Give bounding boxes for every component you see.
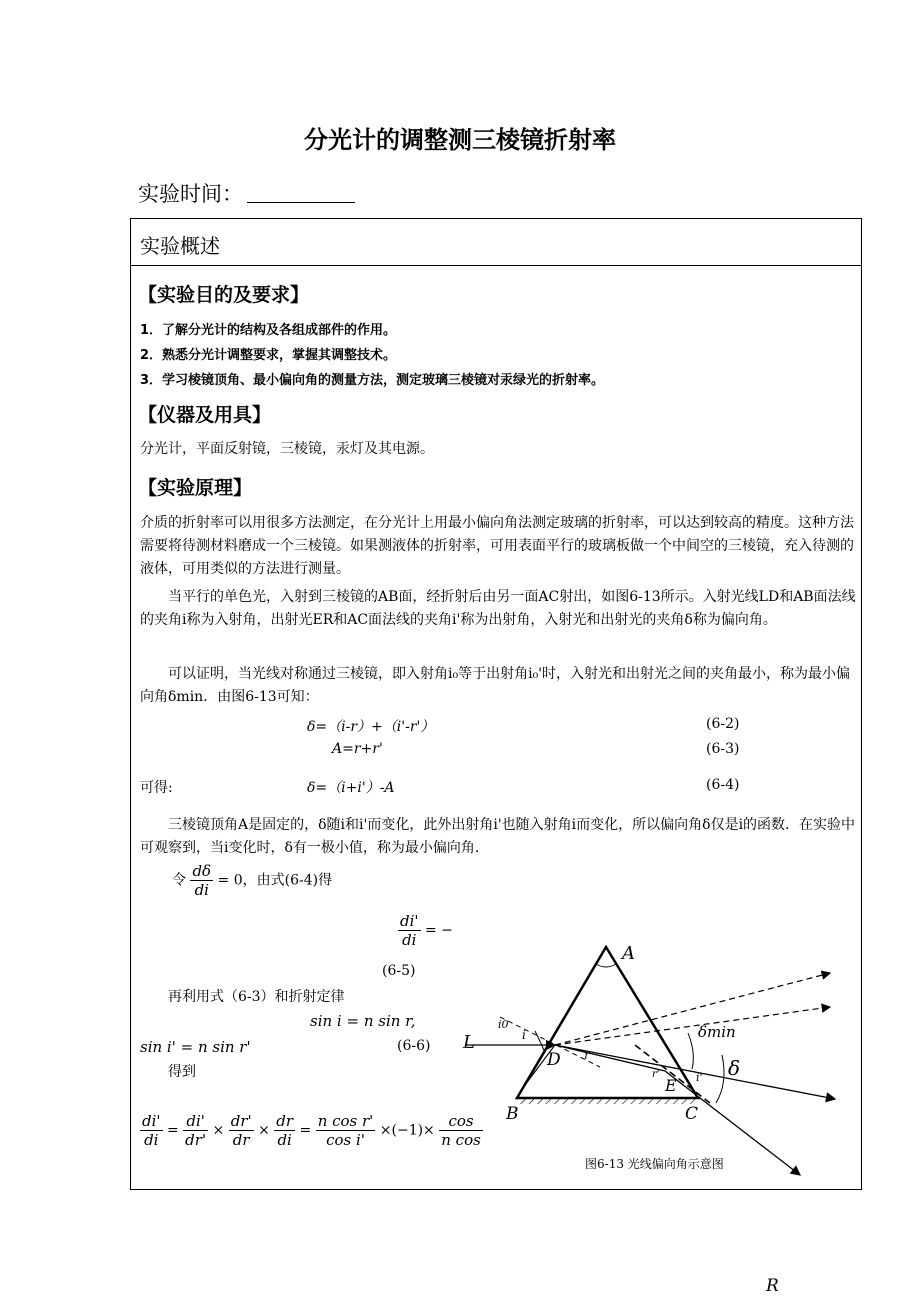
refracted-ray-de xyxy=(555,1045,665,1071)
label-r: R xyxy=(766,1276,779,1296)
chain-frac-5 xyxy=(316,1112,376,1149)
label-r-prime: r' xyxy=(652,1069,660,1080)
di-prime-di-fraction xyxy=(398,912,421,949)
tools-text: 分光计，平面反射镜，三棱镜，汞灯及其电源。 xyxy=(140,441,434,457)
label-a: A xyxy=(622,943,635,964)
reuse-text: 再利用式（6-3）和折射定律 xyxy=(168,989,345,1005)
equation-6-4-prefix: 可得: xyxy=(140,780,173,796)
label-r-angle: r xyxy=(584,1048,590,1062)
chain-num: di' xyxy=(142,1112,161,1130)
fraction-numerator: di' xyxy=(400,912,419,930)
chain-den: n cos xyxy=(441,1131,481,1149)
chain-num: dr' xyxy=(230,1112,252,1130)
fraction-numerator: dδ xyxy=(192,862,212,880)
fraction-denominator: di xyxy=(194,881,209,899)
section-aim-heading: 【实验目的及要求】 xyxy=(138,284,310,306)
aim-item-3: 3．学习棱镜顶角、最小偏向角的测量方法，测定玻璃三棱镜对汞绿光的折射率。 xyxy=(140,373,605,388)
chain-op: ×(−1)× xyxy=(379,1122,435,1139)
chain-op: = xyxy=(166,1122,179,1139)
fraction-denominator: di xyxy=(402,931,417,949)
chain-frac-4 xyxy=(274,1112,295,1149)
section-tools-heading: 【仪器及用具】 xyxy=(138,404,272,426)
delta-arc xyxy=(716,1055,724,1103)
time-label: 实验时间： xyxy=(138,182,243,206)
prism-base-hatch xyxy=(517,1098,698,1104)
time-blank-line xyxy=(247,202,355,203)
chain-op: = xyxy=(299,1122,312,1139)
label-c: C xyxy=(685,1104,699,1124)
chain-den: dr' xyxy=(185,1131,207,1149)
chain-frac-3 xyxy=(229,1112,254,1149)
derivative-chain xyxy=(140,1112,481,1149)
equation-6-4: δ=（i+i'）-A xyxy=(307,780,395,796)
overview-heading: 实验概述 xyxy=(140,234,220,258)
angle-i-arc xyxy=(535,1031,545,1053)
equation-6-4-number: (6-4) xyxy=(706,777,740,793)
label-l: L xyxy=(463,1032,475,1053)
chain-den: di xyxy=(277,1131,292,1149)
aim-item-2: 2．熟悉分光计调整要求，掌握其调整技术。 xyxy=(140,348,397,363)
chain-den: dr xyxy=(232,1131,250,1149)
label-b: B xyxy=(506,1104,519,1124)
d-delta-di-fraction xyxy=(190,862,213,899)
label-i-prime: i' xyxy=(696,1071,703,1084)
label-d: D xyxy=(547,1050,561,1070)
equals-zero: = 0 xyxy=(217,872,243,889)
chain-den: di xyxy=(144,1131,159,1149)
let-equation xyxy=(172,862,332,899)
got-text: 得到 xyxy=(168,1064,196,1080)
label-e: E xyxy=(665,1076,677,1095)
label-i0: i0 xyxy=(498,1018,509,1031)
equation-6-3-number: (6-3) xyxy=(706,741,740,757)
di-prime-equation xyxy=(398,912,453,949)
equation-6-5-number: (6-5) xyxy=(382,963,416,979)
principle-para-4: 三棱镜顶角A是固定的，δ随i和i'而变化，此外出射角i'也随入射角i而变化，所以偏向角δ仅是i的函数．在实验中可观察到，当i变化时，δ有一极小值，称为最小偏向角． xyxy=(140,817,856,856)
chain-num: di' xyxy=(183,1112,208,1131)
principle-para-1: 介质的折射率可以用很多方法测定，在分光计上用最小偏向角法测定玻璃的折射率，可以达到较高的精度。这种方法需要将待测材料磨成一个三棱镜。如果测液体的折射率，可用表面平行的玻璃板做一个中间空的三棱镜，充入待测的液体，可用类似的方法进行测量。 xyxy=(140,515,854,577)
chain-op: × xyxy=(212,1122,225,1139)
principle-para-2: 当平行的单色光，入射到三棱镜的AB面，经折射后由另一面AC射出，如图6-13所示。入射光线LD和AB面法线的夹角i称为入射角，出射光ER和AC面法线的夹角i'称为出射角，入射光和出射光的夹角δ称为偏向角。 xyxy=(140,589,856,628)
chain-num: cos xyxy=(439,1112,483,1131)
section-principle-heading: 【实验原理】 xyxy=(138,477,253,499)
label-delta-min: δmin xyxy=(698,1023,736,1041)
equation-6-2-number: (6-2) xyxy=(706,716,740,732)
let-word: 令 xyxy=(172,872,186,889)
chain-frac-2 xyxy=(183,1112,208,1149)
snell-law-1: sin i = n sin r, xyxy=(310,1012,416,1030)
aim-item-1: 1．了解分光计的结构及各组成部件的作用。 xyxy=(140,323,397,338)
chain-num: n cos r' xyxy=(317,1112,374,1130)
chain-den: cos i' xyxy=(326,1131,365,1149)
snell-law-2: sin i' = n sin r' xyxy=(140,1038,251,1056)
delta-min-arc xyxy=(688,1033,693,1069)
undeviated-extension-1 xyxy=(555,973,830,1045)
page-title: 分光计的调整测三棱镜折射率 xyxy=(304,126,616,154)
undeviated-extension-2 xyxy=(555,1007,830,1045)
chain-op: × xyxy=(258,1122,270,1139)
label-delta: δ xyxy=(728,1056,741,1080)
equation-6-2: δ=（i-r）+（i'-r'） xyxy=(307,719,435,735)
prism-deviation-diagram xyxy=(460,935,860,1295)
equation-6-6-number: (6-6) xyxy=(397,1038,431,1054)
label-i: i xyxy=(522,1028,526,1042)
equation-6-3: A=r+r' xyxy=(332,741,383,757)
figure-caption: 图6-13 光线偏向角示意图 xyxy=(585,1157,724,1171)
principle-para-3: 可以证明，当光线对称通过三棱镜，即入射角i₀等于出射角i₀'时，入射光和出射光之间的夹角最小，称为最小偏向角δmin．由图6-13可知： xyxy=(140,666,851,705)
let-suffix: ，由式(6-4)得 xyxy=(242,872,333,889)
chain-num: dr xyxy=(276,1112,294,1130)
equals-minus: = − xyxy=(424,922,453,939)
frame-divider xyxy=(130,265,862,266)
chain-frac-1 xyxy=(140,1112,163,1149)
apex-angle-arc xyxy=(596,964,616,967)
